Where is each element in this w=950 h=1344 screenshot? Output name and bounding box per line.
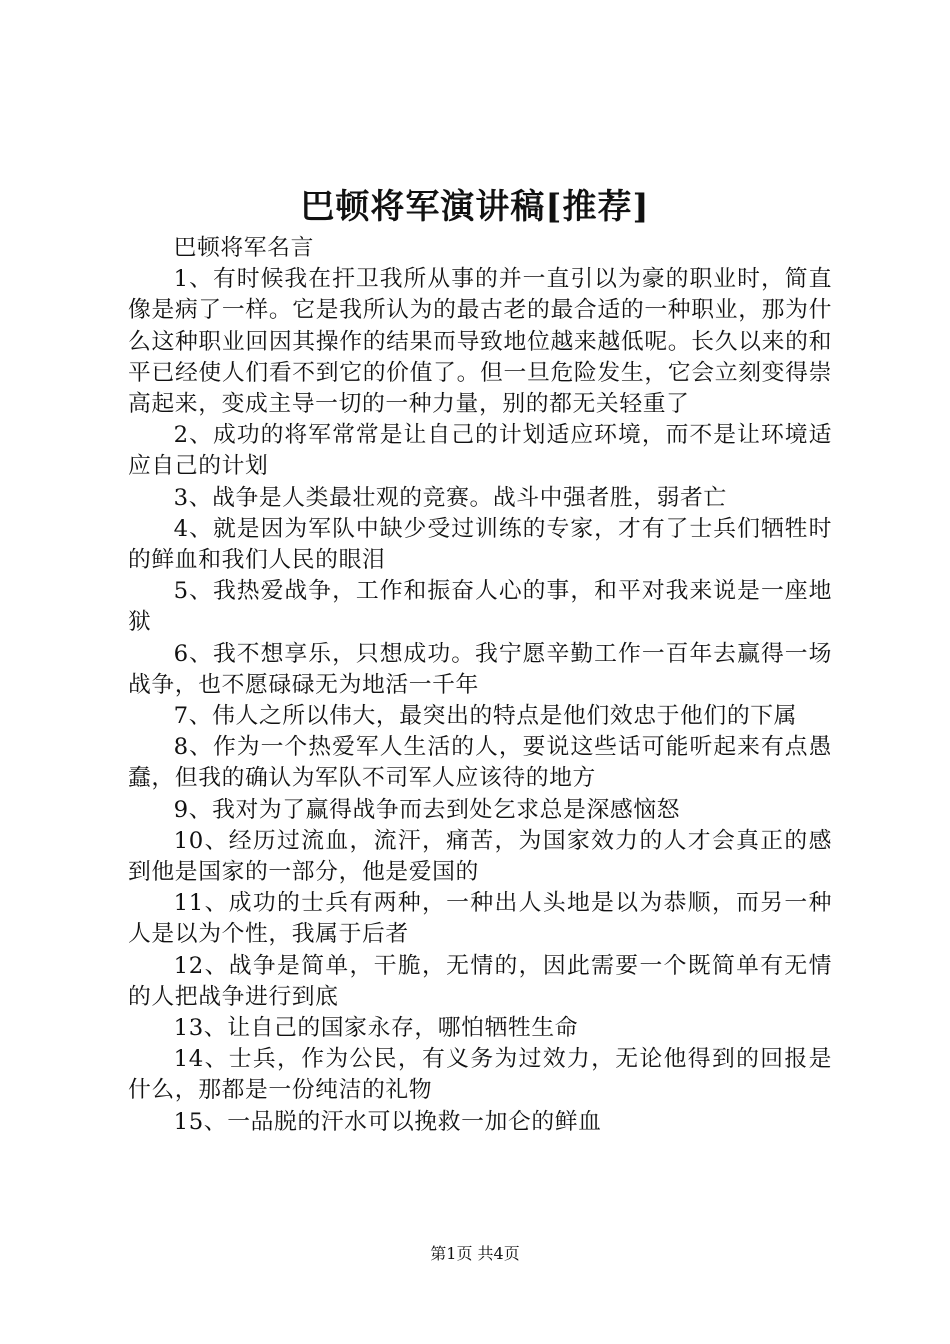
quote-paragraph: 1、有时候我在扞卫我所从事的并一直引以为豪的职业时，简直像是病了一样。它是我所认为的最古老的最合适的一种职业，那为什么这种职业回因其操作的结果而导致地位越来越低呢。长久以来的和平已经使人们看不到它的价值了。但一旦危险发生，它会立刻变得崇高起来，变成主导一切的一种力量，别的都无关轻重了 (128, 266, 832, 418)
subheading: 巴顿将军名言 (173, 235, 314, 261)
quote-paragraph: 4、就是因为军队中缺少受过训练的专家，才有了士兵们牺牲时的鲜血和我们人民的眼泪 (128, 515, 832, 574)
document-body (128, 233, 832, 1138)
quote-paragraph: 10、经历过流血，流汗，痛苦，为国家效力的人才会真正的感到他是国家的一部分，他是爱国的 (128, 827, 832, 886)
quote-paragraph: 7、伟人之所以伟大，最突出的特点是他们效忠于他们的下属 (173, 703, 798, 730)
quote-paragraph: 8、作为一个热爱军人生活的人，要说这些话可能听起来有点愚蠢，但我的确认为军队不司军人应该待的地方 (128, 734, 832, 792)
quote-paragraph: 15、一品脱的汗水可以挽救一加仑的鲜血 (173, 1108, 602, 1135)
quote-paragraph: 13、让自己的国家永存，哪怕牺牲生命 (173, 1015, 579, 1042)
quote-paragraph: 2、成功的将军常常是让自己的计划适应环境，而不是让环境适应自己的计划 (128, 422, 832, 480)
quote-paragraph: 9、我对为了赢得战争而去到处乞求总是深感恼怒 (173, 796, 681, 823)
quote-paragraph: 5、我热爱战争，工作和振奋人心的事，和平对我来说是一座地狱 (128, 578, 832, 636)
quote-paragraph: 14、士兵，作为公民，有义务为过效力，无论他得到的回报是什么，那都是一份纯洁的礼物 (128, 1046, 832, 1104)
document-title: 巴顿将军演讲稿[推荐] (300, 187, 650, 227)
quote-paragraph: 12、战争是简单，干脆，无情的，因此需要一个既简单有无情的人把战争进行到底 (128, 952, 832, 1010)
quote-paragraph: 11、成功的士兵有两种，一种出人头地是以为恭顺，而另一种人是以为个性，我属于后者 (128, 890, 832, 948)
page-number-footer: 第1页 共4页 (430, 1244, 520, 1263)
quote-paragraph: 6、我不想享乐，只想成功。我宁愿辛勤工作一百年去赢得一场战争，也不愿碌碌无为地活一千年 (128, 640, 832, 698)
quote-paragraph: 3、战争是人类最壮观的竞赛。战斗中强者胜，弱者亡 (173, 484, 727, 511)
